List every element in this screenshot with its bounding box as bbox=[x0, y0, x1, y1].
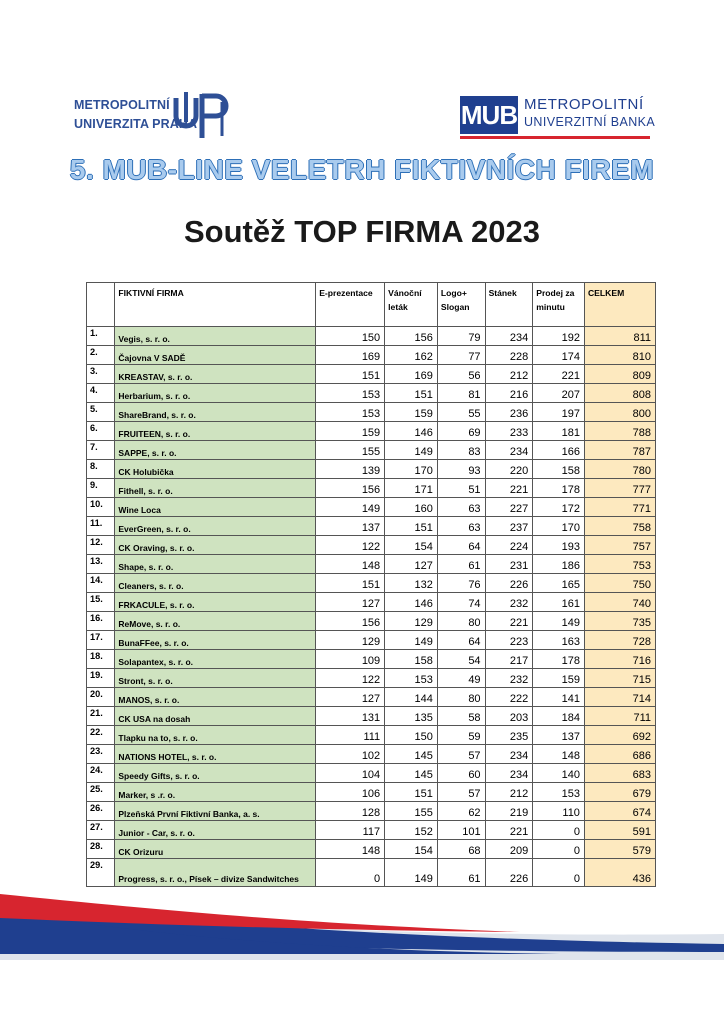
row-letak: 129 bbox=[385, 612, 438, 631]
row-firm: Shape, s. r. o. bbox=[115, 555, 316, 574]
row-eprezentace: 137 bbox=[316, 517, 385, 536]
row-firm: CK Orizuru bbox=[115, 840, 316, 859]
row-stanek: 216 bbox=[485, 384, 533, 403]
row-eprezentace: 156 bbox=[316, 479, 385, 498]
row-stanek: 228 bbox=[485, 346, 533, 365]
row-letak: 144 bbox=[385, 688, 438, 707]
bank-logo-mark: MUB bbox=[460, 96, 518, 134]
row-letak: 170 bbox=[385, 460, 438, 479]
row-logo-slogan: 69 bbox=[437, 422, 485, 441]
table-row bbox=[87, 517, 656, 536]
bank-logo-underline bbox=[460, 136, 650, 139]
row-stanek: 236 bbox=[485, 403, 533, 422]
row-prodej: 137 bbox=[533, 726, 585, 745]
row-logo-slogan: 57 bbox=[437, 745, 485, 764]
row-letak: 132 bbox=[385, 574, 438, 593]
row-prodej: 165 bbox=[533, 574, 585, 593]
row-prodej: 0 bbox=[533, 821, 585, 840]
table-row bbox=[87, 802, 656, 821]
row-logo-slogan: 80 bbox=[437, 612, 485, 631]
row-celkem: 811 bbox=[584, 327, 655, 346]
row-stanek: 231 bbox=[485, 555, 533, 574]
row-prodej: 153 bbox=[533, 783, 585, 802]
row-letak: 150 bbox=[385, 726, 438, 745]
row-logo-slogan: 60 bbox=[437, 764, 485, 783]
row-logo-slogan: 56 bbox=[437, 365, 485, 384]
row-letak: 151 bbox=[385, 384, 438, 403]
row-eprezentace: 127 bbox=[316, 593, 385, 612]
university-logo bbox=[74, 88, 240, 144]
row-logo-slogan: 76 bbox=[437, 574, 485, 593]
row-letak: 159 bbox=[385, 403, 438, 422]
row-rank: 6. bbox=[87, 422, 115, 441]
row-stanek: 232 bbox=[485, 669, 533, 688]
row-rank: 8. bbox=[87, 460, 115, 479]
row-stanek: 232 bbox=[485, 593, 533, 612]
row-logo-slogan: 49 bbox=[437, 669, 485, 688]
row-logo-slogan: 101 bbox=[437, 821, 485, 840]
row-eprezentace: 153 bbox=[316, 384, 385, 403]
row-prodej: 174 bbox=[533, 346, 585, 365]
row-firm: Fithell, s. r. o. bbox=[115, 479, 316, 498]
row-letak: 171 bbox=[385, 479, 438, 498]
row-eprezentace: 127 bbox=[316, 688, 385, 707]
row-prodej: 163 bbox=[533, 631, 585, 650]
row-letak: 154 bbox=[385, 840, 438, 859]
table-row bbox=[87, 612, 656, 631]
table-row bbox=[87, 688, 656, 707]
university-logo-line1: METROPOLITNÍ bbox=[74, 98, 170, 112]
row-firm: FRUITEEN, s. r. o. bbox=[115, 422, 316, 441]
header-firm: FIKTIVNÍ FIRMA bbox=[115, 283, 316, 327]
table-row bbox=[87, 498, 656, 517]
row-eprezentace: 153 bbox=[316, 403, 385, 422]
row-logo-slogan: 77 bbox=[437, 346, 485, 365]
row-rank: 28. bbox=[87, 840, 115, 859]
row-rank: 13. bbox=[87, 555, 115, 574]
row-eprezentace: 128 bbox=[316, 802, 385, 821]
table-header-row bbox=[87, 283, 656, 327]
table-row bbox=[87, 536, 656, 555]
header-prodej: Prodej za minutu bbox=[533, 283, 585, 327]
row-rank: 19. bbox=[87, 669, 115, 688]
row-firm: BunaFFee, s. r. o. bbox=[115, 631, 316, 650]
row-prodej: 170 bbox=[533, 517, 585, 536]
row-logo-slogan: 93 bbox=[437, 460, 485, 479]
header-stanek: Stánek bbox=[485, 283, 533, 327]
row-stanek: 223 bbox=[485, 631, 533, 650]
row-logo-slogan: 81 bbox=[437, 384, 485, 403]
row-prodej: 141 bbox=[533, 688, 585, 707]
row-celkem: 591 bbox=[584, 821, 655, 840]
row-prodej: 186 bbox=[533, 555, 585, 574]
table-row bbox=[87, 840, 656, 859]
row-letak: 158 bbox=[385, 650, 438, 669]
row-prodej: 178 bbox=[533, 650, 585, 669]
row-prodej: 178 bbox=[533, 479, 585, 498]
row-logo-slogan: 51 bbox=[437, 479, 485, 498]
row-letak: 145 bbox=[385, 745, 438, 764]
row-celkem: 728 bbox=[584, 631, 655, 650]
row-eprezentace: 131 bbox=[316, 707, 385, 726]
row-celkem: 788 bbox=[584, 422, 655, 441]
row-stanek: 237 bbox=[485, 517, 533, 536]
row-celkem: 757 bbox=[584, 536, 655, 555]
row-logo-slogan: 61 bbox=[437, 555, 485, 574]
row-celkem: 750 bbox=[584, 574, 655, 593]
row-eprezentace: 155 bbox=[316, 441, 385, 460]
row-celkem: 714 bbox=[584, 688, 655, 707]
row-rank: 18. bbox=[87, 650, 115, 669]
row-firm: Cleaners, s. r. o. bbox=[115, 574, 316, 593]
row-prodej: 172 bbox=[533, 498, 585, 517]
bank-logo bbox=[460, 96, 660, 142]
row-eprezentace: 169 bbox=[316, 346, 385, 365]
row-rank: 22. bbox=[87, 726, 115, 745]
event-subtitle: 5. MUB-LINE VELETRH FIKTIVNÍCH FIREM bbox=[69, 154, 655, 185]
row-prodej: 158 bbox=[533, 460, 585, 479]
row-celkem: 436 bbox=[584, 859, 655, 887]
row-letak: 151 bbox=[385, 783, 438, 802]
row-firm: Solapantex, s. r. o. bbox=[115, 650, 316, 669]
row-firm: SAPPE, s. r. o. bbox=[115, 441, 316, 460]
header-logo-slogan: Logo+ Slogan bbox=[437, 283, 485, 327]
row-firm: MANOS, s. r. o. bbox=[115, 688, 316, 707]
row-celkem: 716 bbox=[584, 650, 655, 669]
row-logo-slogan: 68 bbox=[437, 840, 485, 859]
table-row bbox=[87, 555, 656, 574]
row-stanek: 212 bbox=[485, 365, 533, 384]
row-logo-slogan: 55 bbox=[437, 403, 485, 422]
row-stanek: 221 bbox=[485, 612, 533, 631]
row-letak: 135 bbox=[385, 707, 438, 726]
row-eprezentace: 109 bbox=[316, 650, 385, 669]
row-rank: 3. bbox=[87, 365, 115, 384]
row-prodej: 149 bbox=[533, 612, 585, 631]
table-row bbox=[87, 631, 656, 650]
table-row bbox=[87, 422, 656, 441]
row-eprezentace: 148 bbox=[316, 840, 385, 859]
row-letak: 146 bbox=[385, 422, 438, 441]
row-prodej: 161 bbox=[533, 593, 585, 612]
table-row bbox=[87, 707, 656, 726]
row-stanek: 234 bbox=[485, 745, 533, 764]
row-prodej: 159 bbox=[533, 669, 585, 688]
row-firm: Herbarium, s. r. o. bbox=[115, 384, 316, 403]
header-eprezentace: E-prezentace bbox=[316, 283, 385, 327]
row-letak: 149 bbox=[385, 631, 438, 650]
row-rank: 16. bbox=[87, 612, 115, 631]
row-rank: 20. bbox=[87, 688, 115, 707]
row-prodej: 197 bbox=[533, 403, 585, 422]
table-row bbox=[87, 574, 656, 593]
row-celkem: 692 bbox=[584, 726, 655, 745]
row-stanek: 234 bbox=[485, 441, 533, 460]
row-letak: 160 bbox=[385, 498, 438, 517]
mup-emblem-icon bbox=[172, 88, 238, 140]
row-rank: 15. bbox=[87, 593, 115, 612]
row-firm: Junior - Car, s. r. o. bbox=[115, 821, 316, 840]
row-eprezentace: 129 bbox=[316, 631, 385, 650]
row-firm: Progress, s. r. o., Písek – divize Sandwitches bbox=[115, 859, 316, 887]
row-stanek: 220 bbox=[485, 460, 533, 479]
row-eprezentace: 102 bbox=[316, 745, 385, 764]
row-stanek: 212 bbox=[485, 783, 533, 802]
row-rank: 27. bbox=[87, 821, 115, 840]
row-letak: 127 bbox=[385, 555, 438, 574]
row-firm: Plzeňská První Fiktivní Banka, a. s. bbox=[115, 802, 316, 821]
row-firm: Speedy Gifts, s. r. o. bbox=[115, 764, 316, 783]
row-celkem: 753 bbox=[584, 555, 655, 574]
results-table bbox=[86, 282, 656, 887]
row-firm: NATIONS HOTEL, s. r. o. bbox=[115, 745, 316, 764]
row-logo-slogan: 79 bbox=[437, 327, 485, 346]
row-rank: 5. bbox=[87, 403, 115, 422]
row-letak: 149 bbox=[385, 441, 438, 460]
row-eprezentace: 151 bbox=[316, 365, 385, 384]
row-celkem: 674 bbox=[584, 802, 655, 821]
row-rank: 24. bbox=[87, 764, 115, 783]
row-eprezentace: 151 bbox=[316, 574, 385, 593]
row-logo-slogan: 58 bbox=[437, 707, 485, 726]
row-rank: 11. bbox=[87, 517, 115, 536]
row-letak: 146 bbox=[385, 593, 438, 612]
row-celkem: 808 bbox=[584, 384, 655, 403]
row-stanek: 234 bbox=[485, 764, 533, 783]
row-eprezentace: 0 bbox=[316, 859, 385, 887]
row-firm: EverGreen, s. r. o. bbox=[115, 517, 316, 536]
row-logo-slogan: 64 bbox=[437, 631, 485, 650]
row-firm: Čajovna V SADĚ bbox=[115, 346, 316, 365]
row-letak: 154 bbox=[385, 536, 438, 555]
row-prodej: 0 bbox=[533, 859, 585, 887]
row-stanek: 224 bbox=[485, 536, 533, 555]
row-letak: 155 bbox=[385, 802, 438, 821]
row-logo-slogan: 63 bbox=[437, 498, 485, 517]
row-eprezentace: 149 bbox=[316, 498, 385, 517]
row-prodej: 192 bbox=[533, 327, 585, 346]
row-rank: 23. bbox=[87, 745, 115, 764]
row-celkem: 810 bbox=[584, 346, 655, 365]
university-logo-line2: UNIVERZITA PRAHA bbox=[74, 117, 198, 131]
row-firm: CK Holubička bbox=[115, 460, 316, 479]
row-celkem: 715 bbox=[584, 669, 655, 688]
row-rank: 12. bbox=[87, 536, 115, 555]
row-firm: Marker, s .r. o. bbox=[115, 783, 316, 802]
row-eprezentace: 148 bbox=[316, 555, 385, 574]
row-prodej: 140 bbox=[533, 764, 585, 783]
row-eprezentace: 156 bbox=[316, 612, 385, 631]
row-firm: CK Oraving, s. r. o. bbox=[115, 536, 316, 555]
row-stanek: 209 bbox=[485, 840, 533, 859]
row-stanek: 235 bbox=[485, 726, 533, 745]
row-celkem: 683 bbox=[584, 764, 655, 783]
row-rank: 2. bbox=[87, 346, 115, 365]
row-logo-slogan: 61 bbox=[437, 859, 485, 887]
row-rank: 29. bbox=[87, 859, 115, 887]
row-eprezentace: 122 bbox=[316, 536, 385, 555]
row-logo-slogan: 57 bbox=[437, 783, 485, 802]
row-logo-slogan: 54 bbox=[437, 650, 485, 669]
row-celkem: 711 bbox=[584, 707, 655, 726]
row-stanek: 221 bbox=[485, 821, 533, 840]
table-row bbox=[87, 365, 656, 384]
row-stanek: 221 bbox=[485, 479, 533, 498]
row-prodej: 110 bbox=[533, 802, 585, 821]
row-stanek: 219 bbox=[485, 802, 533, 821]
row-prodej: 184 bbox=[533, 707, 585, 726]
row-firm: Vegis, s. r. o. bbox=[115, 327, 316, 346]
row-celkem: 800 bbox=[584, 403, 655, 422]
table-row bbox=[87, 460, 656, 479]
row-prodej: 0 bbox=[533, 840, 585, 859]
header-rank bbox=[87, 283, 115, 327]
row-rank: 7. bbox=[87, 441, 115, 460]
row-stanek: 234 bbox=[485, 327, 533, 346]
row-celkem: 771 bbox=[584, 498, 655, 517]
row-firm: Tlapku na to, s. r. o. bbox=[115, 726, 316, 745]
row-letak: 145 bbox=[385, 764, 438, 783]
row-rank: 25. bbox=[87, 783, 115, 802]
row-eprezentace: 106 bbox=[316, 783, 385, 802]
row-eprezentace: 159 bbox=[316, 422, 385, 441]
table-row bbox=[87, 726, 656, 745]
row-rank: 26. bbox=[87, 802, 115, 821]
row-firm: Stront, s. r. o. bbox=[115, 669, 316, 688]
row-rank: 10. bbox=[87, 498, 115, 517]
row-stanek: 222 bbox=[485, 688, 533, 707]
table-row bbox=[87, 346, 656, 365]
row-rank: 9. bbox=[87, 479, 115, 498]
table-row bbox=[87, 403, 656, 422]
row-stanek: 227 bbox=[485, 498, 533, 517]
table-row bbox=[87, 650, 656, 669]
footer-swoosh bbox=[0, 880, 724, 960]
bank-logo-line1: METROPOLITNÍ bbox=[524, 96, 644, 113]
row-eprezentace: 122 bbox=[316, 669, 385, 688]
row-letak: 149 bbox=[385, 859, 438, 887]
table-row bbox=[87, 593, 656, 612]
row-celkem: 579 bbox=[584, 840, 655, 859]
table-row bbox=[87, 821, 656, 840]
row-stanek: 226 bbox=[485, 859, 533, 887]
table-row bbox=[87, 384, 656, 403]
row-logo-slogan: 64 bbox=[437, 536, 485, 555]
row-logo-slogan: 74 bbox=[437, 593, 485, 612]
row-rank: 21. bbox=[87, 707, 115, 726]
row-rank: 17. bbox=[87, 631, 115, 650]
row-celkem: 740 bbox=[584, 593, 655, 612]
row-letak: 162 bbox=[385, 346, 438, 365]
table-row bbox=[87, 441, 656, 460]
header-celkem: CELKEM bbox=[584, 283, 655, 327]
page-title: Soutěž TOP FIRMA 2023 bbox=[183, 214, 540, 249]
row-letak: 152 bbox=[385, 821, 438, 840]
row-stanek: 203 bbox=[485, 707, 533, 726]
row-celkem: 787 bbox=[584, 441, 655, 460]
bank-logo-line2: UNIVERZITNÍ BANKA bbox=[524, 115, 656, 129]
row-letak: 153 bbox=[385, 669, 438, 688]
row-firm: Wine Loca bbox=[115, 498, 316, 517]
row-rank: 1. bbox=[87, 327, 115, 346]
row-letak: 169 bbox=[385, 365, 438, 384]
row-eprezentace: 111 bbox=[316, 726, 385, 745]
row-celkem: 735 bbox=[584, 612, 655, 631]
row-stanek: 233 bbox=[485, 422, 533, 441]
header-letak: Vánoční leták bbox=[385, 283, 438, 327]
row-logo-slogan: 59 bbox=[437, 726, 485, 745]
row-logo-slogan: 83 bbox=[437, 441, 485, 460]
row-firm: ReMove, s. r. o. bbox=[115, 612, 316, 631]
table-row bbox=[87, 327, 656, 346]
row-celkem: 758 bbox=[584, 517, 655, 536]
row-firm: CK USA na dosah bbox=[115, 707, 316, 726]
row-prodej: 148 bbox=[533, 745, 585, 764]
row-prodej: 207 bbox=[533, 384, 585, 403]
row-celkem: 679 bbox=[584, 783, 655, 802]
row-firm: ShareBrand, s. r. o. bbox=[115, 403, 316, 422]
row-letak: 156 bbox=[385, 327, 438, 346]
row-logo-slogan: 80 bbox=[437, 688, 485, 707]
row-firm: FRKACULE, s. r. o. bbox=[115, 593, 316, 612]
table-row bbox=[87, 745, 656, 764]
row-stanek: 226 bbox=[485, 574, 533, 593]
row-celkem: 777 bbox=[584, 479, 655, 498]
table-row bbox=[87, 479, 656, 498]
row-rank: 4. bbox=[87, 384, 115, 403]
row-eprezentace: 139 bbox=[316, 460, 385, 479]
row-celkem: 809 bbox=[584, 365, 655, 384]
table-row bbox=[87, 783, 656, 802]
row-eprezentace: 150 bbox=[316, 327, 385, 346]
table-row bbox=[87, 669, 656, 688]
row-prodej: 181 bbox=[533, 422, 585, 441]
row-celkem: 686 bbox=[584, 745, 655, 764]
row-letak: 151 bbox=[385, 517, 438, 536]
row-prodej: 166 bbox=[533, 441, 585, 460]
row-prodej: 193 bbox=[533, 536, 585, 555]
row-logo-slogan: 62 bbox=[437, 802, 485, 821]
row-firm: KREASTAV, s. r. o. bbox=[115, 365, 316, 384]
row-prodej: 221 bbox=[533, 365, 585, 384]
row-celkem: 780 bbox=[584, 460, 655, 479]
row-eprezentace: 104 bbox=[316, 764, 385, 783]
row-stanek: 217 bbox=[485, 650, 533, 669]
row-eprezentace: 117 bbox=[316, 821, 385, 840]
row-rank: 14. bbox=[87, 574, 115, 593]
table-row bbox=[87, 764, 656, 783]
row-logo-slogan: 63 bbox=[437, 517, 485, 536]
